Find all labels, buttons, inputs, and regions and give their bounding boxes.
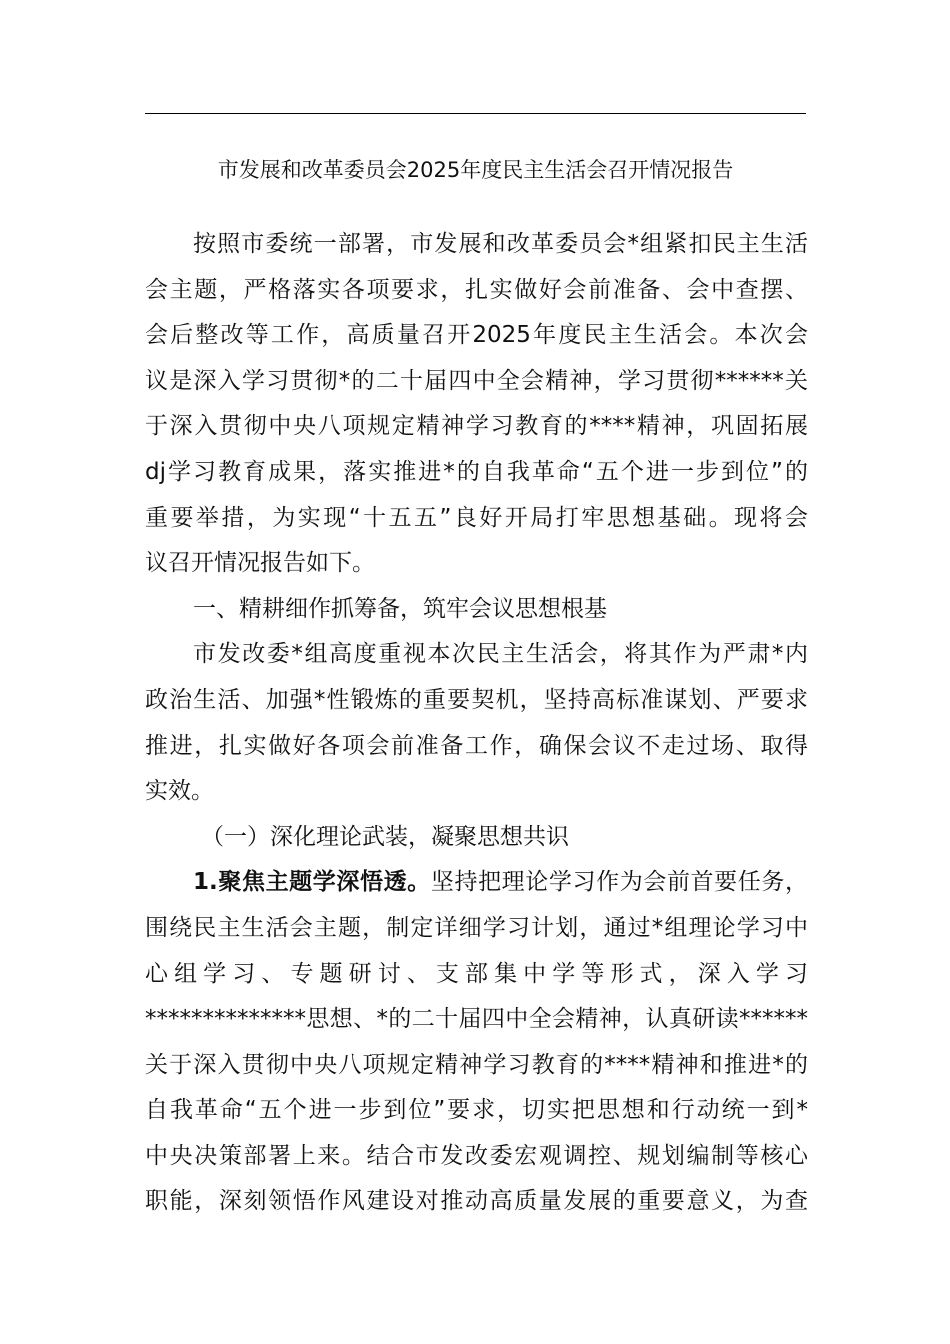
paragraph-line: 关于深入贯彻中央八项规定精神学习教育的****精神和推进*的 [145,1051,808,1078]
paragraph-line: 推进，扎实做好各项会前准备工作，确保会议不走过场、取得 [145,732,808,759]
paragraph-line: 自我革命“五个进一步到位”要求，切实把思想和行动统一到* [145,1097,808,1124]
paragraph-line: 围绕民主生活会主题，制定详细学习计划，通过*组理论学习中 [145,914,808,941]
document-title: 市发展和改革委员会2025年度民主生活会召开情况报告 [217,158,734,182]
lead-remainder: 坚持把理论学习作为会前首要任务， [430,869,808,896]
paragraph-line: 会后整改等工作，高质量召开2025年度民主生活会。本次会 [145,322,808,349]
paragraph-line: 会主题，严格落实各项要求，扎实做好会前准备、会中查摆、 [145,276,808,303]
paragraph-line: **************思想、*的二十届四中全会精神，认真研读****** [145,1006,808,1033]
paragraph-line: 中央决策部署上来。结合市发改委宏观调控、规划编制等核心 [145,1142,808,1169]
paragraph-line: 按照市委统一部署，市发展和改革委员会*组紧扣民主生活 [193,231,808,257]
paragraph-line: 议召开情况报告如下。 [145,550,375,577]
bold-lead-text: 1.聚焦主题学深悟透。 [193,869,431,896]
paragraph-line: 于深入贯彻中央八项规定精神学习教育的****精神，巩固拓展 [145,413,808,440]
paragraph-line: 实效。 [145,778,214,805]
subsection-heading: （一）深化理论武装，凝聚思想共识 [201,823,569,850]
paragraph-line: 市发改委*组高度重视本次民主生活会，将其作为严肃*内 [193,641,808,668]
paragraph-line: 政治生活、加强*性锻炼的重要契机，坚持高标准谋划、严要求 [145,686,808,713]
document-body [145,222,808,1225]
paragraph-line: 重要举措，为实现“十五五”良好开局打牢思想基础。现将会 [145,504,808,531]
section-heading: 一、精耕细作抓筹备，筑牢会议思想根基 [193,595,607,622]
paragraph-line: 议是深入学习贯彻*的二十届四中全会精神，学习贯彻******关 [145,367,808,394]
paragraph-line-lead [145,860,808,906]
header-rule [145,113,806,114]
paragraph-line: dj学习教育成果，落实推进*的自我革命“五个进一步到位”的 [145,458,808,485]
paragraph-line: 职能，深刻领悟作风建设对推动高质量发展的重要意义，为查 [145,1188,808,1215]
paragraph-line: 心组学习、专题研讨、支部集中学等形式，深入学习 [145,960,808,987]
